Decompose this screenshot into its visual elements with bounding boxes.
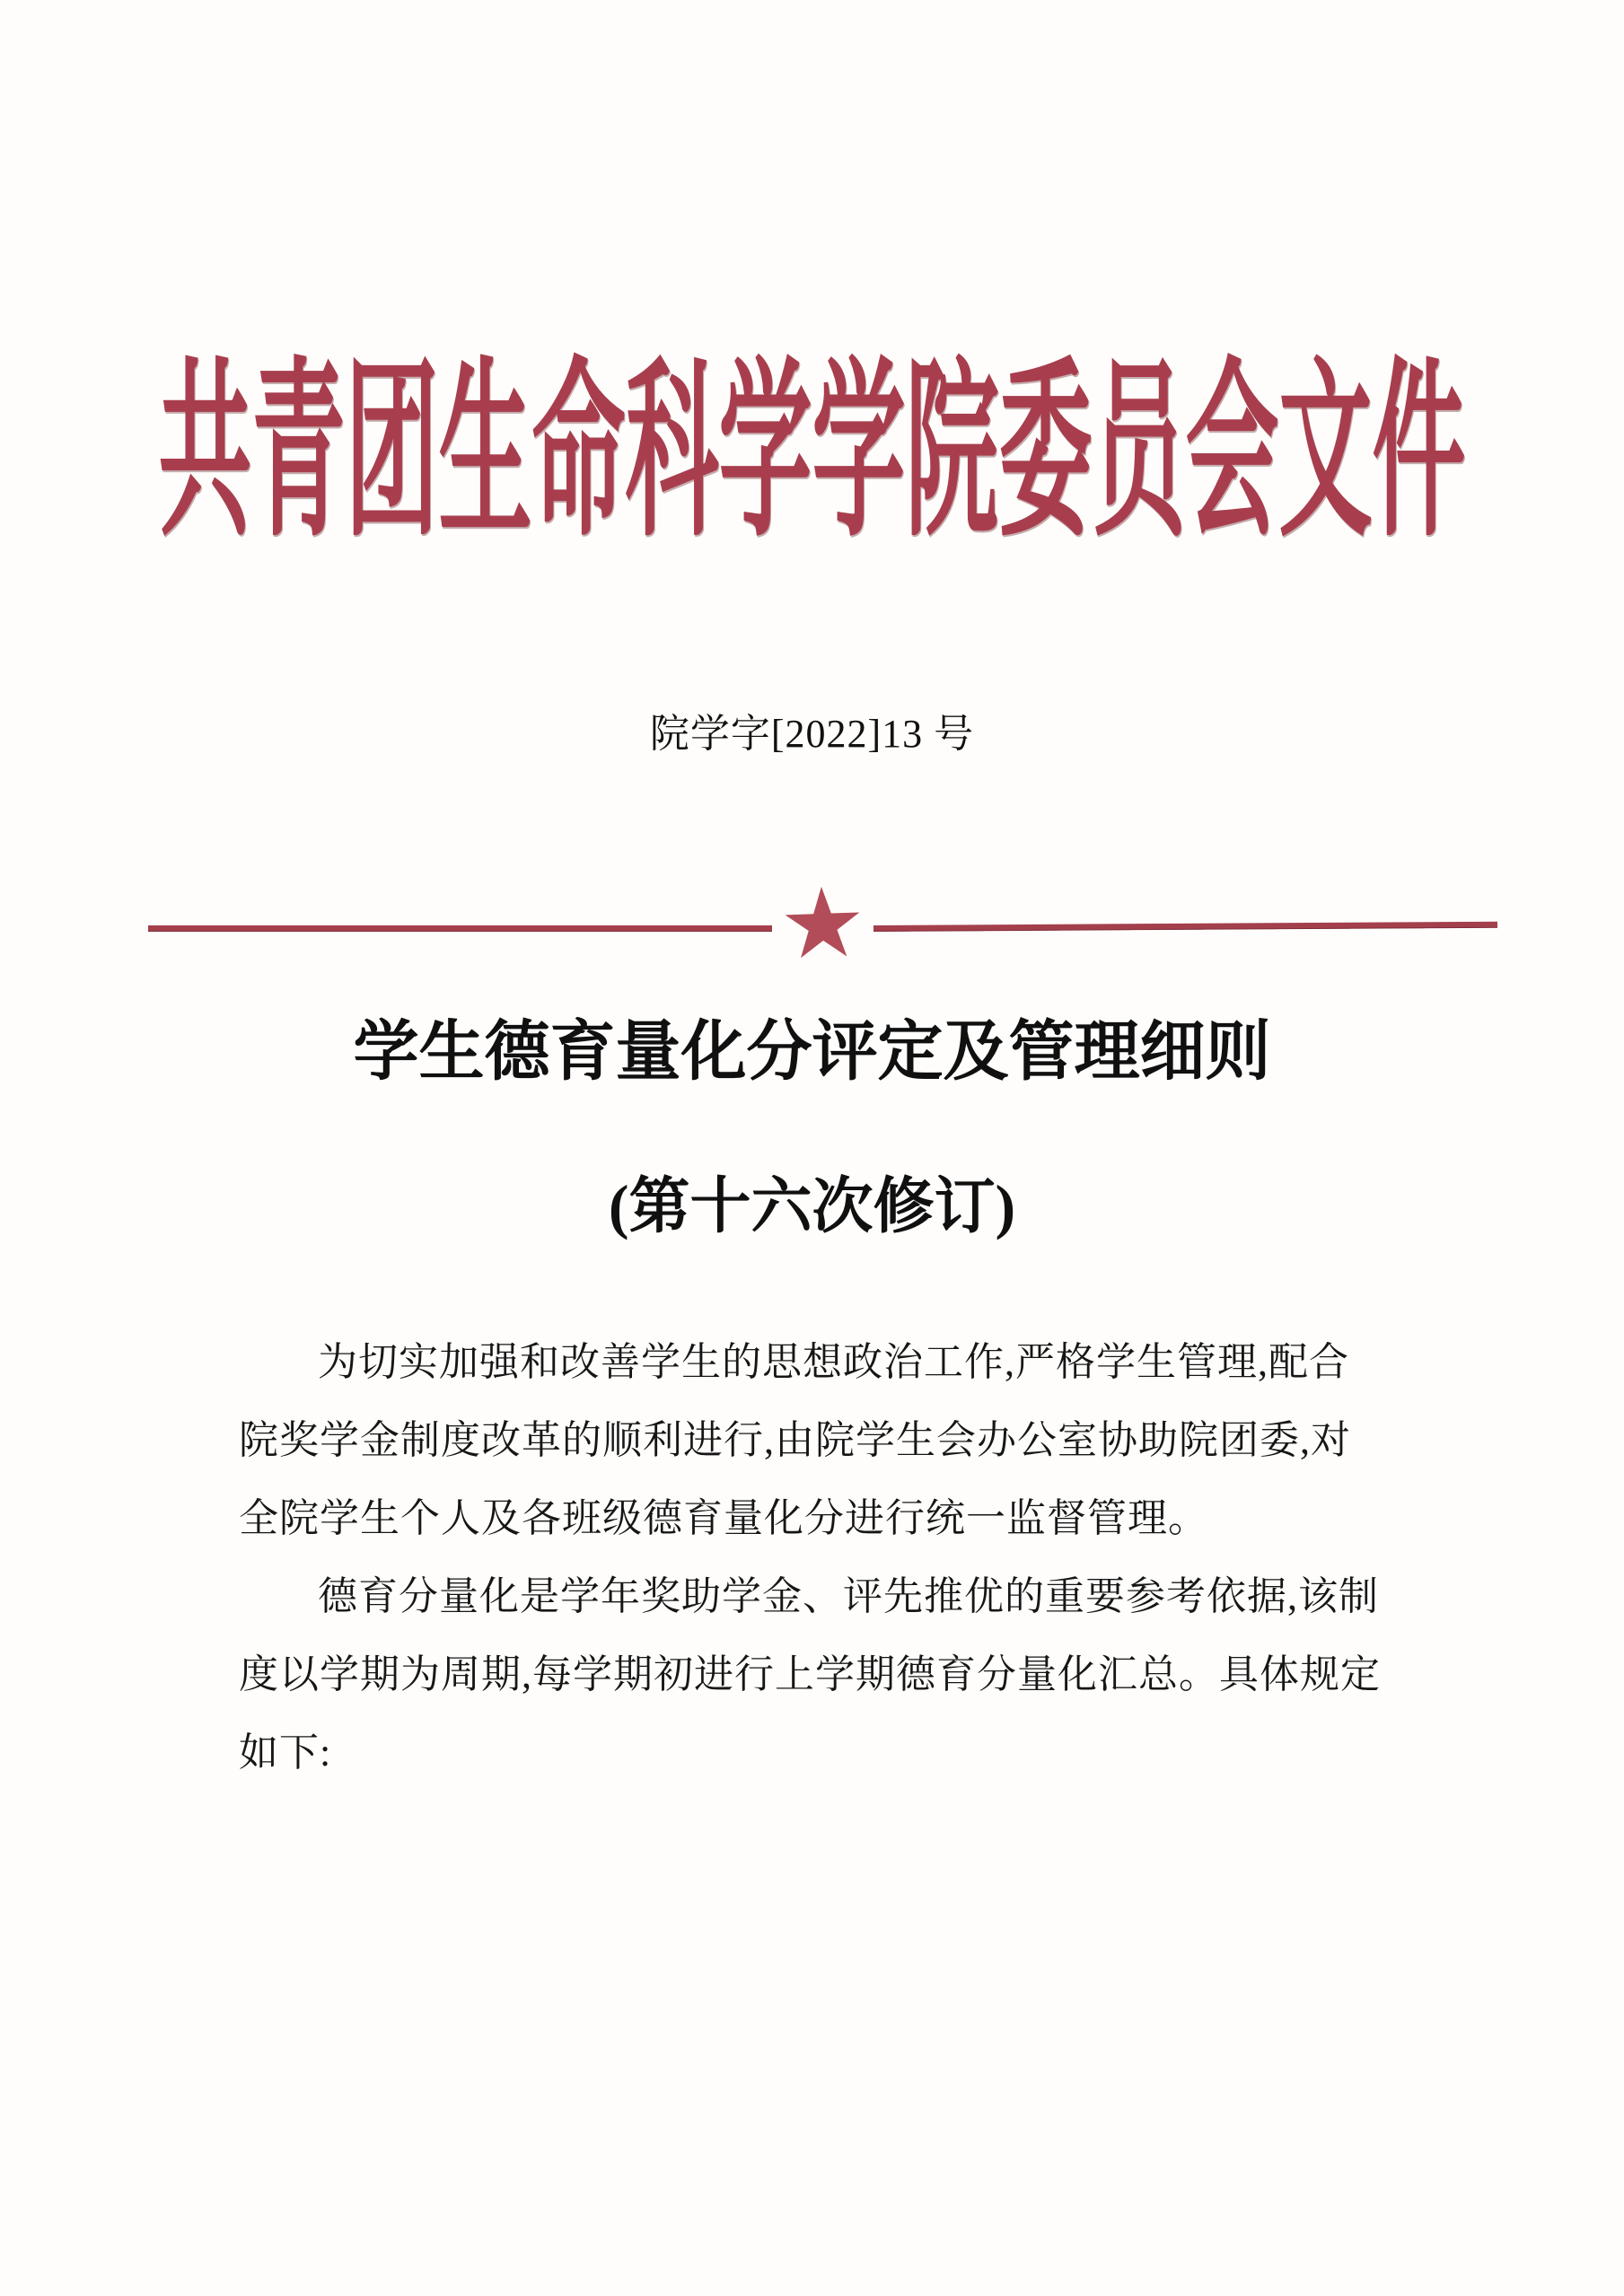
- document-number: 院学字[2022]13 号: [649, 712, 975, 756]
- paragraph: [239, 1557, 1438, 1792]
- divider-line-right: [873, 921, 1497, 931]
- body-line: 度以学期为周期,每学期初进行上学期德育分量化汇总。具体规定: [239, 1652, 1381, 1696]
- paragraph: [239, 1323, 1438, 1557]
- document-body: [239, 1323, 1438, 1792]
- star-icon: ★: [777, 866, 869, 982]
- body-line: 院奖学金制度改革的顺利进行,由院学生会办公室协助院团委,对: [239, 1418, 1351, 1462]
- masthead-divider: [148, 866, 1497, 982]
- document-subtitle: (第十六次修订): [608, 1172, 1016, 1240]
- masthead-title: 共青团生命科学学院委员会文件: [158, 347, 1466, 560]
- divider-line-left: [148, 925, 772, 932]
- body-line: 德育分量化是学年奖助学金、评先推优的重要参考依据,该制: [318, 1574, 1379, 1618]
- document-title: 学生德育量化分评定及管理细则: [353, 1015, 1271, 1088]
- masthead: [0, 347, 1624, 573]
- body-line: 如下:: [239, 1731, 332, 1775]
- body-line: 为切实加强和改善学生的思想政治工作,严格学生管理,配合: [318, 1340, 1349, 1384]
- body-line: 全院学生个人及各班级德育量化分进行统一监督管理。: [239, 1496, 1208, 1540]
